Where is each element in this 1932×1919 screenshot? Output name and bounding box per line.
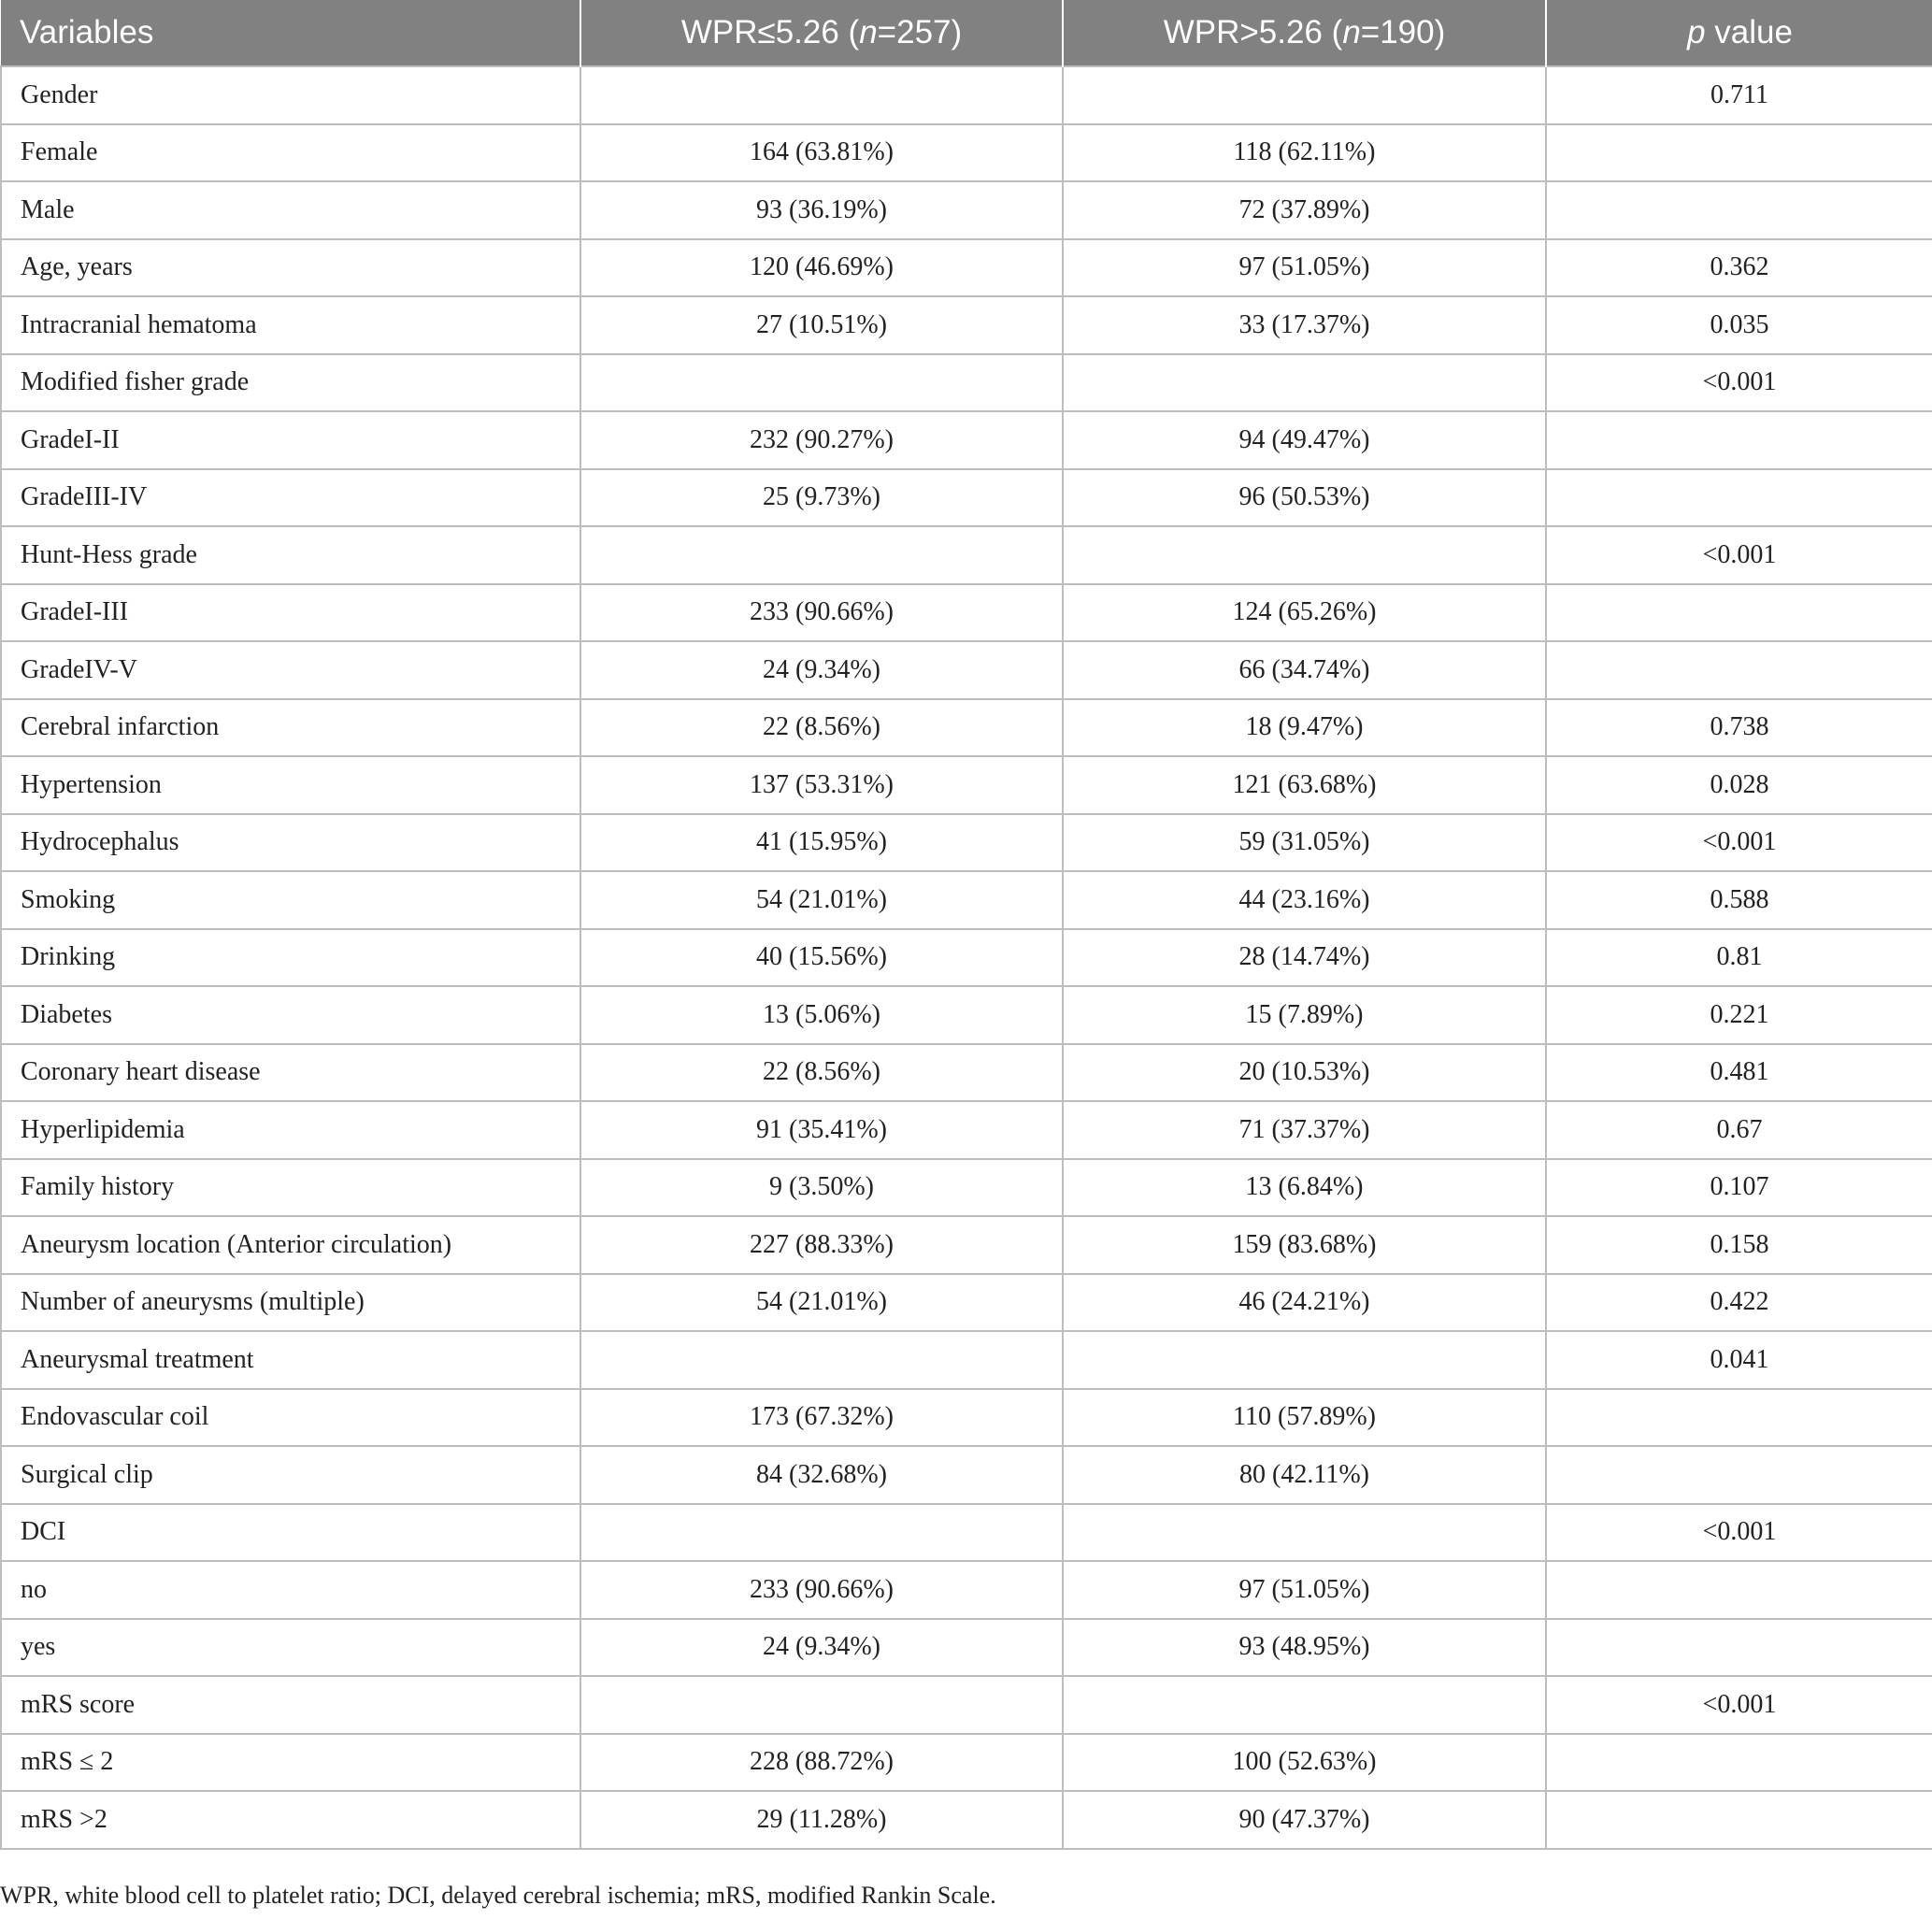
cell-wpr-low: [580, 1676, 1063, 1734]
cell-wpr-high: 94 (49.47%): [1063, 411, 1546, 469]
table-row: [1, 1734, 1932, 1792]
cell-wpr-low: 137 (53.31%): [580, 756, 1063, 814]
table-row: [1, 124, 1932, 182]
table-row: [1, 1619, 1932, 1677]
header-group2-suffix: =190): [1360, 14, 1446, 50]
cell-wpr-low: 13 (5.06%): [580, 986, 1063, 1044]
cell-p-value: 0.481: [1546, 1044, 1932, 1102]
cell-variable: mRS >2: [1, 1791, 580, 1849]
cell-variable: Modified fisher grade: [1, 354, 580, 412]
table-row: [1, 929, 1932, 987]
cell-variable: mRS ≤ 2: [1, 1734, 580, 1792]
table-row: [1, 239, 1932, 297]
cell-wpr-low: [580, 354, 1063, 412]
table-row: [1, 1274, 1932, 1332]
cell-wpr-high: 97 (51.05%): [1063, 1561, 1546, 1619]
cell-wpr-high: 66 (34.74%): [1063, 641, 1546, 699]
cell-wpr-low: 27 (10.51%): [580, 296, 1063, 354]
table-row: [1, 1791, 1932, 1849]
table-row: [1, 1101, 1932, 1159]
cell-p-value: 0.041: [1546, 1331, 1932, 1389]
cell-wpr-low: 29 (11.28%): [580, 1791, 1063, 1849]
cell-wpr-low: 233 (90.66%): [580, 584, 1063, 642]
cell-p-value: 0.588: [1546, 871, 1932, 929]
cell-variable: Number of aneurysms (multiple): [1, 1274, 580, 1332]
cell-variable: Hypertension: [1, 756, 580, 814]
cell-variable: GradeIV-V: [1, 641, 580, 699]
cell-p-value: [1546, 411, 1932, 469]
cell-wpr-low: 84 (32.68%): [580, 1446, 1063, 1504]
cell-variable: Hyperlipidemia: [1, 1101, 580, 1159]
cell-wpr-low: 233 (90.66%): [580, 1561, 1063, 1619]
header-p-symbol: p: [1687, 14, 1706, 50]
cell-variable: Cerebral infarction: [1, 699, 580, 757]
table-row: [1, 986, 1932, 1044]
cell-wpr-low: [580, 526, 1063, 584]
cell-p-value: <0.001: [1546, 1504, 1932, 1562]
cell-wpr-high: 44 (23.16%): [1063, 871, 1546, 929]
table-row: [1, 354, 1932, 412]
cell-p-value: [1546, 1446, 1932, 1504]
cell-variable: GradeI-III: [1, 584, 580, 642]
header-p-value: [1546, 0, 1932, 66]
cell-p-value: <0.001: [1546, 354, 1932, 412]
cell-wpr-low: 9 (3.50%): [580, 1159, 1063, 1217]
table-row: [1, 1561, 1932, 1619]
cell-wpr-high: 96 (50.53%): [1063, 469, 1546, 527]
table-row: [1, 1504, 1932, 1562]
cell-variable: GradeI-II: [1, 411, 580, 469]
table-row: [1, 756, 1932, 814]
cell-variable: GradeIII-IV: [1, 469, 580, 527]
table-row: [1, 296, 1932, 354]
cell-p-value: 0.158: [1546, 1216, 1932, 1274]
cell-wpr-low: 41 (15.95%): [580, 814, 1063, 872]
cell-variable: Aneurysm location (Anterior circulation): [1, 1216, 580, 1274]
cell-wpr-high: 59 (31.05%): [1063, 814, 1546, 872]
table-row: [1, 814, 1932, 872]
table-row: [1, 1676, 1932, 1734]
cell-wpr-low: 22 (8.56%): [580, 1044, 1063, 1102]
cell-wpr-high: 97 (51.05%): [1063, 239, 1546, 297]
cell-p-value: [1546, 124, 1932, 182]
table-row: [1, 1331, 1932, 1389]
cell-p-value: [1546, 1791, 1932, 1849]
header-variables: [1, 0, 580, 66]
cell-variable: Female: [1, 124, 580, 182]
cell-wpr-high: 80 (42.11%): [1063, 1446, 1546, 1504]
table-row: [1, 1216, 1932, 1274]
cell-wpr-low: 91 (35.41%): [580, 1101, 1063, 1159]
cell-wpr-high: 46 (24.21%): [1063, 1274, 1546, 1332]
cell-wpr-low: 227 (88.33%): [580, 1216, 1063, 1274]
cell-wpr-high: 124 (65.26%): [1063, 584, 1546, 642]
cell-wpr-low: [580, 66, 1063, 124]
cell-wpr-high: 118 (62.11%): [1063, 124, 1546, 182]
header-group1-suffix: =257): [877, 14, 963, 50]
cell-wpr-low: 24 (9.34%): [580, 641, 1063, 699]
cell-wpr-low: 25 (9.73%): [580, 469, 1063, 527]
table-row: [1, 1044, 1932, 1102]
table-row: [1, 469, 1932, 527]
cell-wpr-high: 20 (10.53%): [1063, 1044, 1546, 1102]
table-row: [1, 66, 1932, 124]
header-row: [1, 0, 1932, 66]
cell-p-value: 0.738: [1546, 699, 1932, 757]
cell-p-value: [1546, 469, 1932, 527]
cell-wpr-high: 15 (7.89%): [1063, 986, 1546, 1044]
cell-wpr-high: 90 (47.37%): [1063, 1791, 1546, 1849]
cell-p-value: 0.221: [1546, 986, 1932, 1044]
table-row: [1, 181, 1932, 239]
cell-variable: Smoking: [1, 871, 580, 929]
cell-p-value: 0.711: [1546, 66, 1932, 124]
cell-p-value: [1546, 584, 1932, 642]
cell-variable: Drinking: [1, 929, 580, 987]
cell-variable: Hunt-Hess grade: [1, 526, 580, 584]
cell-wpr-low: 40 (15.56%): [580, 929, 1063, 987]
header-group1: [580, 0, 1063, 66]
header-group1-prefix: WPR≤5.26 (: [680, 14, 860, 50]
cell-wpr-high: 13 (6.84%): [1063, 1159, 1546, 1217]
table-body: [1, 66, 1932, 1849]
table-row: [1, 584, 1932, 642]
header-group2: [1063, 0, 1546, 66]
header-group1-n: n: [859, 14, 878, 50]
table-row: [1, 526, 1932, 584]
cell-wpr-low: 228 (88.72%): [580, 1734, 1063, 1792]
cell-variable: Surgical clip: [1, 1446, 580, 1504]
cell-wpr-high: 159 (83.68%): [1063, 1216, 1546, 1274]
cell-p-value: [1546, 181, 1932, 239]
cell-p-value: <0.001: [1546, 1676, 1932, 1734]
cell-variable: DCI: [1, 1504, 580, 1562]
cell-variable: mRS score: [1, 1676, 580, 1734]
cell-variable: Male: [1, 181, 580, 239]
cell-p-value: 0.362: [1546, 239, 1932, 297]
cell-variable: Aneurysmal treatment: [1, 1331, 580, 1389]
cell-wpr-high: 100 (52.63%): [1063, 1734, 1546, 1792]
cell-wpr-low: 54 (21.01%): [580, 871, 1063, 929]
cell-p-value: [1546, 1389, 1932, 1447]
cell-wpr-high: 71 (37.37%): [1063, 1101, 1546, 1159]
cell-wpr-high: [1063, 1676, 1546, 1734]
header-group2-n: n: [1342, 14, 1361, 50]
cell-p-value: [1546, 641, 1932, 699]
table-row: [1, 1159, 1932, 1217]
cell-wpr-high: [1063, 1504, 1546, 1562]
cell-p-value: <0.001: [1546, 526, 1932, 584]
cell-variable: Coronary heart disease: [1, 1044, 580, 1102]
cell-wpr-low: [580, 1331, 1063, 1389]
cell-wpr-low: [580, 1504, 1063, 1562]
cell-variable: Hydrocephalus: [1, 814, 580, 872]
cell-p-value: 0.67: [1546, 1101, 1932, 1159]
cell-wpr-high: [1063, 66, 1546, 124]
cell-wpr-low: 120 (46.69%): [580, 239, 1063, 297]
cell-wpr-high: 72 (37.89%): [1063, 181, 1546, 239]
cell-wpr-high: 18 (9.47%): [1063, 699, 1546, 757]
table-row: [1, 1446, 1932, 1504]
cell-variable: no: [1, 1561, 580, 1619]
cell-wpr-low: 22 (8.56%): [580, 699, 1063, 757]
cell-wpr-low: 164 (63.81%): [580, 124, 1063, 182]
table-row: [1, 1389, 1932, 1447]
cell-wpr-low: 232 (90.27%): [580, 411, 1063, 469]
cell-wpr-low: 54 (21.01%): [580, 1274, 1063, 1332]
cell-wpr-high: [1063, 1331, 1546, 1389]
cell-p-value: [1546, 1734, 1932, 1792]
cell-wpr-high: 33 (17.37%): [1063, 296, 1546, 354]
cell-variable: Age, years: [1, 239, 580, 297]
table-row: [1, 411, 1932, 469]
cell-variable: Diabetes: [1, 986, 580, 1044]
header-group2-prefix: WPR>5.26 (: [1163, 14, 1343, 50]
cell-p-value: [1546, 1561, 1932, 1619]
cell-variable: Intracranial hematoma: [1, 296, 580, 354]
cell-variable: Endovascular coil: [1, 1389, 580, 1447]
table-row: [1, 699, 1932, 757]
cell-wpr-high: 28 (14.74%): [1063, 929, 1546, 987]
cell-variable: yes: [1, 1619, 580, 1677]
cell-wpr-low: 24 (9.34%): [580, 1619, 1063, 1677]
cell-p-value: 0.028: [1546, 756, 1932, 814]
table-row: [1, 871, 1932, 929]
cell-wpr-high: 110 (57.89%): [1063, 1389, 1546, 1447]
cell-p-value: 0.107: [1546, 1159, 1932, 1217]
cell-variable: Family history: [1, 1159, 580, 1217]
header-p-suffix: value: [1705, 14, 1793, 50]
cell-p-value: [1546, 1619, 1932, 1677]
cell-wpr-high: 93 (48.95%): [1063, 1619, 1546, 1677]
cell-variable: Gender: [1, 66, 580, 124]
table-header: [1, 0, 1932, 66]
cell-p-value: 0.81: [1546, 929, 1932, 987]
cell-p-value: 0.422: [1546, 1274, 1932, 1332]
cell-wpr-low: 93 (36.19%): [580, 181, 1063, 239]
cell-wpr-high: [1063, 354, 1546, 412]
cell-p-value: 0.035: [1546, 296, 1932, 354]
cell-p-value: <0.001: [1546, 814, 1932, 872]
header-variables-label: Variables: [20, 14, 154, 50]
table-footnote: WPR, white blood cell to platelet ratio; DCI, delayed cerebral ischemia; mRS, modified Rankin Scale.: [0, 1882, 996, 1909]
cell-wpr-high: [1063, 526, 1546, 584]
table-row: [1, 641, 1932, 699]
cell-wpr-high: 121 (63.68%): [1063, 756, 1546, 814]
cell-wpr-low: 173 (67.32%): [580, 1389, 1063, 1447]
